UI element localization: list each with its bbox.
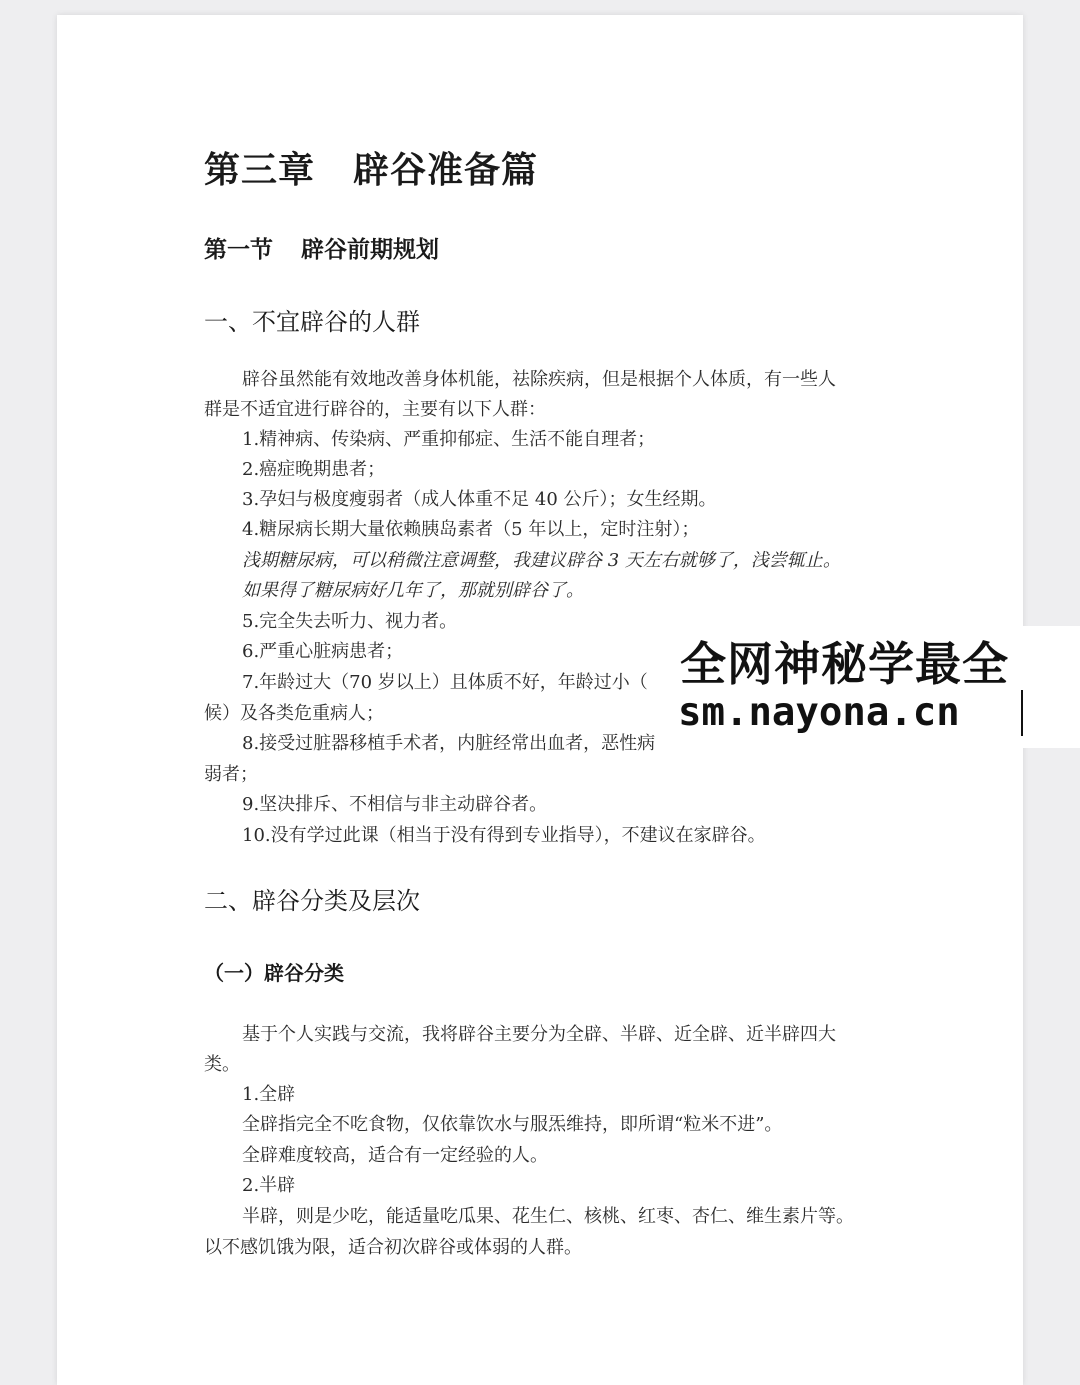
watermark-overlay bbox=[676, 626, 1080, 748]
subheading-classification: （一）辟谷分类 bbox=[204, 961, 344, 985]
list-item: 1.全辟 bbox=[242, 1084, 296, 1105]
paragraph-line: 全辟指完全不吃食物，仅依靠饮水与服炁维持，即所谓“粒米不进”。 bbox=[242, 1114, 783, 1135]
paragraph-line: 群是不适宜进行辟谷的，主要有以下人群： bbox=[204, 399, 546, 420]
watermark-url: sm.nayona.cn bbox=[678, 690, 960, 735]
list-item: 7.年龄过大（70 岁以上）且体质不好，年龄过小（ bbox=[242, 672, 648, 693]
list-item: 8.接受过脏器移植手术者，内脏经常出血者，恶性病 bbox=[242, 733, 656, 754]
heading-unsuitable-groups: 一、不宜辟谷的人群 bbox=[204, 308, 420, 336]
handwritten-note: 浅期糖尿病，可以稍微注意调整，我建议辟谷 3 天左右就够了，浅尝辄止。 bbox=[242, 550, 841, 571]
list-item: 2.半辟 bbox=[242, 1175, 296, 1196]
list-item: 3.孕妇与极度瘦弱者（成人体重不足 40 公斤）；女生经期。 bbox=[242, 489, 717, 510]
handwritten-note: 如果得了糖尿病好几年了，那就别辟谷了。 bbox=[242, 580, 584, 601]
paragraph-line: 类。 bbox=[204, 1054, 240, 1075]
list-item: 2.癌症晚期患者； bbox=[242, 459, 386, 480]
section-number: 第一节 bbox=[204, 237, 273, 263]
paragraph-line: 全辟难度较高，适合有一定经验的人。 bbox=[242, 1145, 548, 1166]
section-heading bbox=[204, 231, 439, 264]
section-name: 辟谷前期规划 bbox=[301, 237, 439, 263]
text-cursor bbox=[1021, 690, 1023, 736]
list-item: 1.精神病、传染病、严重抑郁症、生活不能自理者； bbox=[242, 429, 656, 450]
paragraph-line: 半辟，则是少吃，能适量吃瓜果、花生仁、核桃、红枣、杏仁、维生素片等。 bbox=[242, 1206, 854, 1227]
chapter-heading bbox=[204, 142, 538, 193]
paragraph-line: 以不感饥饿为限，适合初次辟谷或体弱的人群。 bbox=[204, 1237, 582, 1258]
list-item: 10.没有学过此课（相当于没有得到专业指导），不建议在家辟谷。 bbox=[242, 825, 766, 846]
list-item-continued: 候）及各类危重病人； bbox=[204, 703, 384, 724]
list-item-continued: 弱者； bbox=[204, 764, 258, 785]
list-item: 9.坚决排斥、不相信与非主动辟谷者。 bbox=[242, 794, 548, 815]
list-item: 5.完全失去听力、视力者。 bbox=[242, 611, 458, 632]
paragraph-line: 基于个人实践与交流，我将辟谷主要分为全辟、半辟、近全辟、近半辟四大 bbox=[242, 1024, 836, 1045]
paragraph-line: 辟谷虽然能有效地改善身体机能，祛除疾病，但是根据个人体质，有一些人 bbox=[242, 369, 836, 390]
watermark-title: 全网神秘学最全 bbox=[680, 637, 1009, 691]
list-item: 6.严重心脏病患者； bbox=[242, 641, 404, 662]
list-item: 4.糖尿病长期大量依赖胰岛素者（5 年以上，定时注射）； bbox=[242, 519, 700, 540]
chapter-number: 第三章 bbox=[204, 150, 316, 191]
heading-classification: 二、辟谷分类及层次 bbox=[204, 887, 420, 915]
chapter-name: 辟谷准备篇 bbox=[353, 150, 539, 191]
